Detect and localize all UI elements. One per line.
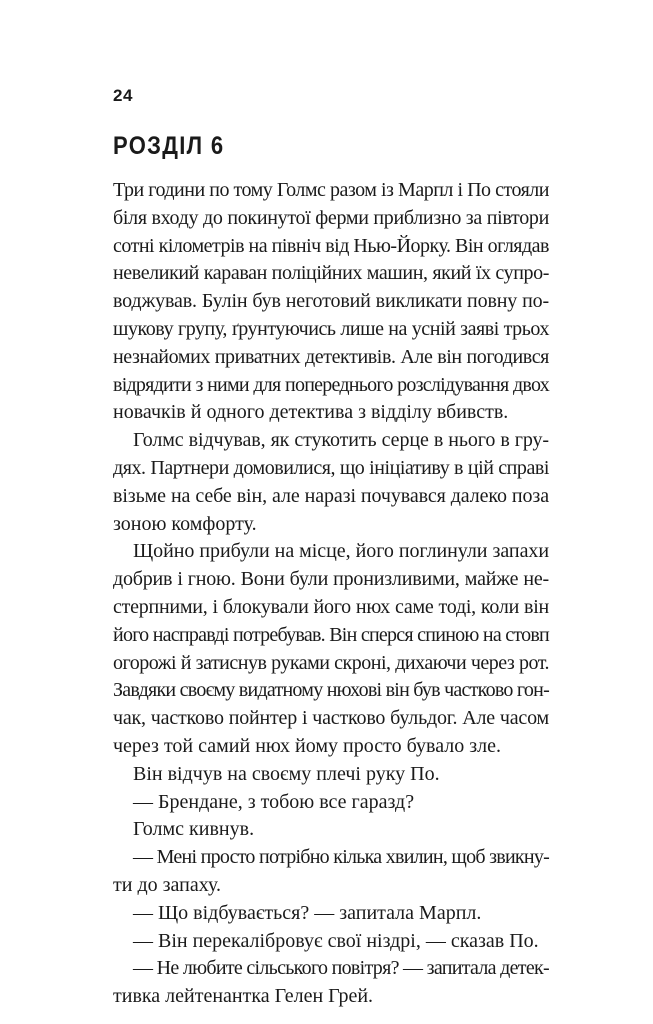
text-line: відрядити з ними для попереднього розслідування двох [113, 373, 549, 396]
text-line: ти до запаху. [113, 873, 221, 896]
text-line: незнайомих приватних детективів. Але він погодився [113, 345, 549, 368]
text-line: біля входу до покинутої ферми приблизно за півтори [113, 206, 549, 229]
text-line: сотні кілометрів на північ від Нью-Йорку. Він оглядав [113, 234, 549, 257]
text-line: добрив і гною. Вони були пронизливими, майже не- [113, 568, 549, 591]
text-line: шукову групу, ґрунтуючись лише на усній заяві трьох [113, 317, 549, 340]
text-line: зоною комфорту. [113, 512, 257, 535]
text-line: — Не любите сільського повітря? — запитала детек- [133, 957, 550, 980]
text-line: Голмс кивнув. [133, 818, 255, 841]
text-line: — Брендане, з тобою все гаразд? [133, 790, 415, 813]
body-text [113, 177, 549, 1011]
text-line: огорожі й затиснув руками скроні, дихаючи через рот. [113, 651, 549, 674]
text-line: його насправді потребував. Він сперся спиною на стовп [113, 623, 549, 646]
text-line: стерпними, і блокували його нюх саме тоді, коли він [113, 595, 549, 618]
text-line: невеликий караван поліційних машин, який їх супро- [113, 262, 549, 285]
text-line: Завдяки своєму видатному нюхові він був частково гон- [113, 679, 550, 702]
text-line: тивка лейтенантка Гелен Грей. [113, 985, 374, 1008]
text-line: новачків й одного детектива з відділу вбивств. [113, 401, 509, 424]
text-line: Він відчув на своєму плечі руку По. [133, 762, 440, 785]
text-line: дях. Партнери домовилися, що ініціативу в цій справі [113, 456, 549, 479]
text-line: чак, частково пойнтер і частково бульдог. Але часом [113, 707, 549, 730]
text-line: — Мені просто потрібно кілька хвилин, щоб звикну- [133, 846, 549, 869]
text-line: — Він перекалібровує свої ніздрі, — сказав По. [133, 929, 539, 952]
text-line: Три години по тому Голмс разом із Марпл і По стояли [113, 179, 549, 201]
text-line: Щойно прибули на місце, його поглинули запахи [133, 540, 549, 563]
text-line: Голмс відчував, як стукотить серце в нього в гру- [133, 429, 549, 452]
text-line: візьме на себе він, але наразі почувався далеко поза [113, 484, 549, 507]
text-line: — Що відбувається? — запитала Марпл. [133, 901, 482, 924]
text-line: через той самий нюх йому просто бувало зле. [113, 734, 501, 757]
chapter-title: РОЗДІЛ 6 [113, 132, 225, 160]
text-line: воджував. Булін був неготовий викликати повну по- [113, 290, 549, 313]
page-number: 24 [113, 86, 133, 105]
